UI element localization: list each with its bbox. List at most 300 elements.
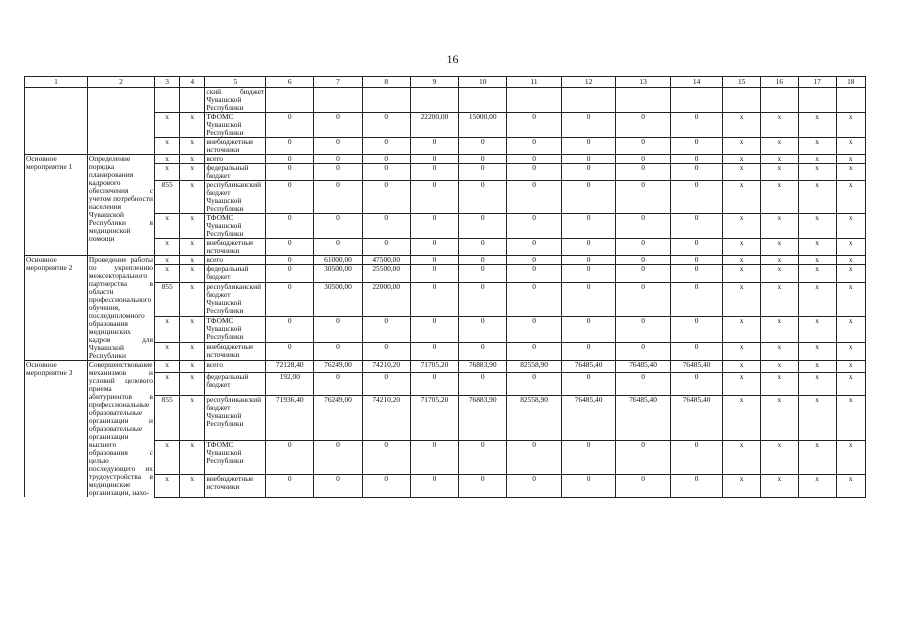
target-code: x bbox=[180, 373, 205, 396]
header-cell-11: 11 bbox=[507, 77, 562, 88]
value-cell-9: 0 bbox=[410, 474, 458, 497]
value-cell-6: 0 bbox=[266, 343, 314, 361]
value-cell-18: x bbox=[836, 396, 865, 441]
value-cell-9: 71705,20 bbox=[410, 396, 458, 441]
value-cell-11: 0 bbox=[507, 265, 562, 283]
value-cell-6: 0 bbox=[266, 164, 314, 181]
value-cell-16: x bbox=[761, 181, 799, 214]
value-cell-8: 74210,20 bbox=[362, 361, 410, 373]
value-cell-13: 0 bbox=[616, 138, 671, 155]
value-cell-10: 76883,90 bbox=[459, 361, 507, 373]
header-cell-16: 16 bbox=[761, 77, 799, 88]
value-cell-17: x bbox=[798, 256, 836, 265]
value-cell-7: 0 bbox=[314, 239, 362, 256]
grbs-code: x bbox=[155, 113, 180, 138]
value-cell-16: x bbox=[761, 214, 799, 239]
value-cell-9: 0 bbox=[410, 138, 458, 155]
value-cell-12: 0 bbox=[561, 113, 616, 138]
value-cell-10: 0 bbox=[459, 373, 507, 396]
grbs-code: x bbox=[155, 138, 180, 155]
value-cell-17: x bbox=[798, 155, 836, 164]
value-cell-7: 0 bbox=[314, 155, 362, 164]
value-cell-17: x bbox=[798, 138, 836, 155]
funding-source: республиканский бюджет Чувашской Республики bbox=[205, 283, 266, 317]
value-cell-8: 0 bbox=[362, 440, 410, 474]
value-cell-7: 0 bbox=[314, 373, 362, 396]
value-cell-15: x bbox=[723, 283, 761, 317]
value-cell-14: 76485,40 bbox=[670, 361, 722, 373]
value-cell-6: 0 bbox=[266, 317, 314, 343]
value-cell-8: 0 bbox=[362, 155, 410, 164]
value-cell-7: 0 bbox=[314, 138, 362, 155]
grbs-code: 855 bbox=[155, 396, 180, 441]
value-cell-11: 0 bbox=[507, 155, 562, 164]
value-cell-14: 0 bbox=[670, 113, 722, 138]
value-cell-10: 0 bbox=[459, 317, 507, 343]
value-cell-15: x bbox=[723, 317, 761, 343]
grbs-code: x bbox=[155, 164, 180, 181]
value-cell-16: x bbox=[761, 283, 799, 317]
value-cell-15: x bbox=[723, 256, 761, 265]
funding-source: внебюджетные источники bbox=[205, 343, 266, 361]
value-cell-15: x bbox=[723, 343, 761, 361]
target-code: x bbox=[180, 283, 205, 317]
value-cell-8: 25500,00 bbox=[362, 265, 410, 283]
header-cell-15: 15 bbox=[723, 77, 761, 88]
value-cell-18: x bbox=[836, 155, 865, 164]
value-cell-7 bbox=[314, 88, 362, 113]
funding-source: ский бюджет Чувашской Республики bbox=[206, 87, 265, 112]
value-cell-6: 0 bbox=[266, 214, 314, 239]
value-cell-12: 0 bbox=[561, 373, 616, 396]
funding-source: всего bbox=[205, 361, 266, 373]
header-cell-12: 12 bbox=[561, 77, 616, 88]
value-cell-6: 0 bbox=[266, 256, 314, 265]
value-cell-14: 0 bbox=[670, 440, 722, 474]
grbs-code: x bbox=[155, 256, 180, 265]
value-cell-15 bbox=[723, 88, 761, 113]
value-cell-16: x bbox=[761, 440, 799, 474]
header-cell-4: 4 bbox=[180, 77, 205, 88]
target-code: x bbox=[180, 265, 205, 283]
value-cell-11: 82558,90 bbox=[507, 361, 562, 373]
value-cell-16: x bbox=[761, 396, 799, 441]
header-cell-10: 10 bbox=[459, 77, 507, 88]
value-cell-8: 0 bbox=[362, 113, 410, 138]
value-cell-10: 0 bbox=[459, 181, 507, 214]
value-cell-11: 0 bbox=[507, 343, 562, 361]
header-cell-5: 5 bbox=[205, 77, 266, 88]
value-cell-14: 0 bbox=[670, 164, 722, 181]
activity-name: Основное мероприятие 1 bbox=[25, 155, 88, 256]
value-cell-10: 0 bbox=[459, 155, 507, 164]
activity-description: Совершенствование механизмов и условий целевого приема абитуриентов в профессиональные образовательные организации и образовательные организации высшего образования с целью последующего их трудоустройства в медицинские организации, нахо- bbox=[88, 360, 154, 497]
value-cell-15: x bbox=[723, 181, 761, 214]
grbs-code: x bbox=[155, 239, 180, 256]
value-cell-15: x bbox=[723, 440, 761, 474]
value-cell-11: 0 bbox=[507, 113, 562, 138]
value-cell-10: 0 bbox=[459, 214, 507, 239]
header-cell-9: 9 bbox=[410, 77, 458, 88]
target-code: x bbox=[180, 474, 205, 497]
value-cell-13: 0 bbox=[616, 239, 671, 256]
value-cell-13: 0 bbox=[616, 113, 671, 138]
value-cell-15: x bbox=[723, 265, 761, 283]
grbs-code: x bbox=[155, 440, 180, 474]
value-cell-17: x bbox=[798, 239, 836, 256]
funding-source: федеральный бюджет bbox=[205, 373, 266, 396]
value-cell-10: 0 bbox=[459, 343, 507, 361]
value-cell-13: 0 bbox=[616, 283, 671, 317]
grbs-code: x bbox=[155, 214, 180, 239]
funding-source: ТФОМС Чувашской Республики bbox=[205, 113, 266, 138]
target-code bbox=[180, 88, 205, 113]
value-cell-6: 0 bbox=[266, 474, 314, 497]
value-cell-17: x bbox=[798, 181, 836, 214]
grbs-code: x bbox=[155, 265, 180, 283]
value-cell-6: 0 bbox=[266, 283, 314, 317]
value-cell-11: 82558,90 bbox=[507, 396, 562, 441]
value-cell-12: 0 bbox=[561, 474, 616, 497]
value-cell-12: 76485,40 bbox=[561, 361, 616, 373]
value-cell-6: 0 bbox=[266, 239, 314, 256]
header-cell-1: 1 bbox=[25, 77, 88, 88]
value-cell-8: 0 bbox=[362, 239, 410, 256]
value-cell-15: x bbox=[723, 396, 761, 441]
value-cell-11: 0 bbox=[507, 138, 562, 155]
value-cell-14: 76485,40 bbox=[670, 396, 722, 441]
value-cell-14: 0 bbox=[670, 214, 722, 239]
funding-source: ТФОМС Чувашской Республики bbox=[205, 214, 266, 239]
funding-source: всего bbox=[205, 256, 266, 265]
value-cell-13: 0 bbox=[616, 440, 671, 474]
value-cell-7: 0 bbox=[314, 343, 362, 361]
value-cell-11: 0 bbox=[507, 440, 562, 474]
value-cell-10: 0 bbox=[459, 265, 507, 283]
value-cell-17: x bbox=[798, 440, 836, 474]
value-cell-8 bbox=[362, 88, 410, 113]
header-cell-2: 2 bbox=[87, 77, 154, 88]
value-cell-18: x bbox=[836, 164, 865, 181]
value-cell-14: 0 bbox=[670, 343, 722, 361]
value-cell-7: 0 bbox=[314, 164, 362, 181]
value-cell-9: 0 bbox=[410, 164, 458, 181]
funding-source: республиканский бюджет Чувашской Республики bbox=[205, 396, 266, 441]
value-cell-14: 0 bbox=[670, 181, 722, 214]
value-cell-10: 0 bbox=[459, 138, 507, 155]
value-cell-8: 0 bbox=[362, 373, 410, 396]
target-code: x bbox=[180, 343, 205, 361]
value-cell-13: 0 bbox=[616, 343, 671, 361]
grbs-code: x bbox=[155, 373, 180, 396]
value-cell-13: 0 bbox=[616, 214, 671, 239]
value-cell-9 bbox=[410, 88, 458, 113]
value-cell-13: 0 bbox=[616, 256, 671, 265]
value-cell-12: 0 bbox=[561, 155, 616, 164]
value-cell-11: 0 bbox=[507, 164, 562, 181]
header-row bbox=[25, 77, 866, 88]
value-cell-7: 0 bbox=[314, 181, 362, 214]
value-cell-13: 76485,40 bbox=[616, 396, 671, 441]
value-cell-10: 0 bbox=[459, 440, 507, 474]
value-cell-6: 0 bbox=[266, 138, 314, 155]
value-cell-9: 71705,20 bbox=[410, 361, 458, 373]
value-cell-14: 0 bbox=[670, 256, 722, 265]
value-cell-8: 0 bbox=[362, 181, 410, 214]
target-code: x bbox=[180, 239, 205, 256]
activity-name: Основное мероприятие 3 bbox=[25, 361, 88, 498]
value-cell-6: 192,00 bbox=[266, 373, 314, 396]
value-cell-12: 0 bbox=[561, 138, 616, 155]
value-cell-17: x bbox=[798, 474, 836, 497]
header-cell-8: 8 bbox=[362, 77, 410, 88]
value-cell-10: 0 bbox=[459, 474, 507, 497]
value-cell-15: x bbox=[723, 373, 761, 396]
target-code: x bbox=[180, 138, 205, 155]
value-cell-6: 0 bbox=[266, 113, 314, 138]
grbs-code: x bbox=[155, 155, 180, 164]
value-cell-17: x bbox=[798, 265, 836, 283]
value-cell-12: 0 bbox=[561, 164, 616, 181]
value-cell-8: 0 bbox=[362, 474, 410, 497]
value-cell-9: 0 bbox=[410, 155, 458, 164]
value-cell-16: x bbox=[761, 113, 799, 138]
value-cell-7: 30500,00 bbox=[314, 283, 362, 317]
value-cell-14: 0 bbox=[670, 373, 722, 396]
value-cell-16: x bbox=[761, 256, 799, 265]
value-cell-17 bbox=[798, 88, 836, 113]
value-cell-18: x bbox=[836, 138, 865, 155]
value-cell-18: x bbox=[836, 113, 865, 138]
value-cell-17: x bbox=[798, 317, 836, 343]
value-cell-12: 0 bbox=[561, 440, 616, 474]
value-cell-6 bbox=[266, 88, 314, 113]
activity-name bbox=[25, 88, 88, 155]
value-cell-6: 0 bbox=[266, 181, 314, 214]
value-cell-18: x bbox=[836, 181, 865, 214]
value-cell-18 bbox=[836, 88, 865, 113]
value-cell-15: x bbox=[723, 113, 761, 138]
target-code: x bbox=[180, 317, 205, 343]
value-cell-15: x bbox=[723, 474, 761, 497]
value-cell-9: 0 bbox=[410, 317, 458, 343]
funding-source: федеральный бюджет bbox=[205, 265, 266, 283]
value-cell-17: x bbox=[798, 283, 836, 317]
value-cell-17: x bbox=[798, 343, 836, 361]
target-code: x bbox=[180, 164, 205, 181]
value-cell-7: 61000,00 bbox=[314, 256, 362, 265]
value-cell-10: 15000,00 bbox=[459, 113, 507, 138]
value-cell-6: 72128,40 bbox=[266, 361, 314, 373]
value-cell-18: x bbox=[836, 361, 865, 373]
value-cell-8: 74210,20 bbox=[362, 396, 410, 441]
value-cell-12: 0 bbox=[561, 256, 616, 265]
target-code: x bbox=[180, 113, 205, 138]
value-cell-17: x bbox=[798, 361, 836, 373]
table-row bbox=[25, 361, 866, 373]
value-cell-14: 0 bbox=[670, 474, 722, 497]
value-cell-10 bbox=[459, 88, 507, 113]
value-cell-13: 0 bbox=[616, 317, 671, 343]
value-cell-7: 76249,00 bbox=[314, 361, 362, 373]
page-number: 16 bbox=[446, 52, 459, 66]
value-cell-18: x bbox=[836, 343, 865, 361]
value-cell-13: 0 bbox=[616, 474, 671, 497]
header-cell-6: 6 bbox=[266, 77, 314, 88]
activity-description bbox=[87, 88, 154, 155]
value-cell-6: 0 bbox=[266, 440, 314, 474]
activity-description: Проведение работы по укреплению межсекторального партнерства в области профессионального обучения, последипломного образования медицинских кадров для Чувашской Республики bbox=[88, 255, 154, 360]
value-cell-17: x bbox=[798, 113, 836, 138]
value-cell-16 bbox=[761, 88, 799, 113]
value-cell-15: x bbox=[723, 239, 761, 256]
value-cell-11 bbox=[507, 88, 562, 113]
value-cell-17: x bbox=[798, 373, 836, 396]
value-cell-18: x bbox=[836, 373, 865, 396]
value-cell-14: 0 bbox=[670, 138, 722, 155]
funding-source: внебюджетные источники bbox=[205, 239, 266, 256]
budget-table bbox=[24, 76, 866, 498]
value-cell-16: x bbox=[761, 164, 799, 181]
value-cell-7: 76249,00 bbox=[314, 396, 362, 441]
value-cell-9: 22200,00 bbox=[410, 113, 458, 138]
value-cell-7: 0 bbox=[314, 474, 362, 497]
grbs-code: 855 bbox=[155, 283, 180, 317]
value-cell-14: 0 bbox=[670, 265, 722, 283]
value-cell-7: 0 bbox=[314, 440, 362, 474]
value-cell-9: 0 bbox=[410, 239, 458, 256]
target-code: x bbox=[180, 396, 205, 441]
value-cell-16: x bbox=[761, 373, 799, 396]
funding-source: ТФОМС Чувашской Республики bbox=[205, 317, 266, 343]
grbs-code: x bbox=[155, 361, 180, 373]
value-cell-8: 0 bbox=[362, 214, 410, 239]
value-cell-7: 0 bbox=[314, 113, 362, 138]
value-cell-9: 0 bbox=[410, 214, 458, 239]
header-cell-14: 14 bbox=[670, 77, 722, 88]
value-cell-14: 0 bbox=[670, 239, 722, 256]
value-cell-18: x bbox=[836, 265, 865, 283]
value-cell-12: 0 bbox=[561, 239, 616, 256]
header-cell-17: 17 bbox=[798, 77, 836, 88]
value-cell-12: 0 bbox=[561, 265, 616, 283]
value-cell-9: 0 bbox=[410, 181, 458, 214]
grbs-code bbox=[155, 88, 180, 113]
value-cell-13: 0 bbox=[616, 155, 671, 164]
value-cell-8: 0 bbox=[362, 343, 410, 361]
target-code: x bbox=[180, 440, 205, 474]
value-cell-9: 0 bbox=[410, 343, 458, 361]
value-cell-14: 0 bbox=[670, 317, 722, 343]
header-cell-3: 3 bbox=[155, 77, 180, 88]
value-cell-16: x bbox=[761, 155, 799, 164]
funding-source: внебюджетные источники bbox=[205, 474, 266, 497]
value-cell-10: 0 bbox=[459, 256, 507, 265]
value-cell-8: 22000,00 bbox=[362, 283, 410, 317]
value-cell-18: x bbox=[836, 214, 865, 239]
value-cell-11: 0 bbox=[507, 474, 562, 497]
value-cell-18: x bbox=[836, 317, 865, 343]
value-cell-18: x bbox=[836, 239, 865, 256]
table-row bbox=[25, 256, 866, 265]
table-row bbox=[25, 155, 866, 164]
value-cell-16: x bbox=[761, 361, 799, 373]
value-cell-16: x bbox=[761, 474, 799, 497]
value-cell-9: 0 bbox=[410, 373, 458, 396]
funding-source: республиканский бюджет Чувашской Республики bbox=[205, 181, 266, 214]
value-cell-14: 0 bbox=[670, 283, 722, 317]
value-cell-8: 47500,00 bbox=[362, 256, 410, 265]
value-cell-13: 0 bbox=[616, 373, 671, 396]
target-code: x bbox=[180, 181, 205, 214]
value-cell-11: 0 bbox=[507, 373, 562, 396]
target-code: x bbox=[180, 214, 205, 239]
grbs-code: x bbox=[155, 317, 180, 343]
value-cell-14: 0 bbox=[670, 155, 722, 164]
value-cell-16: x bbox=[761, 343, 799, 361]
value-cell-12: 76485,40 bbox=[561, 396, 616, 441]
value-cell-12: 0 bbox=[561, 317, 616, 343]
value-cell-13: 76485,40 bbox=[616, 361, 671, 373]
value-cell-13 bbox=[616, 88, 671, 113]
value-cell-17: x bbox=[798, 396, 836, 441]
value-cell-11: 0 bbox=[507, 283, 562, 317]
funding-source: всего bbox=[205, 155, 266, 164]
value-cell-17: x bbox=[798, 214, 836, 239]
grbs-code: 855 bbox=[155, 181, 180, 214]
value-cell-6: 0 bbox=[266, 155, 314, 164]
header-cell-7: 7 bbox=[314, 77, 362, 88]
funding-source: федеральный бюджет bbox=[205, 164, 266, 181]
grbs-code: x bbox=[155, 474, 180, 497]
value-cell-16: x bbox=[761, 265, 799, 283]
value-cell-15: x bbox=[723, 164, 761, 181]
value-cell-17: x bbox=[798, 164, 836, 181]
header-cell-18: 18 bbox=[836, 77, 865, 88]
value-cell-11: 0 bbox=[507, 256, 562, 265]
activity-name: Основное мероприятие 2 bbox=[25, 256, 88, 361]
value-cell-12: 0 bbox=[561, 283, 616, 317]
value-cell-18: x bbox=[836, 440, 865, 474]
value-cell-11: 0 bbox=[507, 239, 562, 256]
value-cell-10: 0 bbox=[459, 239, 507, 256]
value-cell-8: 0 bbox=[362, 138, 410, 155]
value-cell-13: 0 bbox=[616, 164, 671, 181]
value-cell-13: 0 bbox=[616, 181, 671, 214]
value-cell-12: 0 bbox=[561, 214, 616, 239]
value-cell-16: x bbox=[761, 138, 799, 155]
value-cell-11: 0 bbox=[507, 181, 562, 214]
value-cell-18: x bbox=[836, 283, 865, 317]
value-cell-7: 0 bbox=[314, 214, 362, 239]
value-cell-16: x bbox=[761, 239, 799, 256]
value-cell-12 bbox=[561, 88, 616, 113]
grbs-code: x bbox=[155, 343, 180, 361]
header-cell-13: 13 bbox=[616, 77, 671, 88]
value-cell-14 bbox=[670, 88, 722, 113]
value-cell-15: x bbox=[723, 138, 761, 155]
value-cell-8: 0 bbox=[362, 164, 410, 181]
value-cell-18: x bbox=[836, 256, 865, 265]
target-code: x bbox=[180, 256, 205, 265]
activity-description: Определение порядка планирования кадрового обеспечения с учетом потребности населения Чувашской Республики в медицинской помощи bbox=[87, 155, 154, 256]
value-cell-16: x bbox=[761, 317, 799, 343]
value-cell-7: 0 bbox=[314, 317, 362, 343]
value-cell-15: x bbox=[723, 214, 761, 239]
value-cell-9: 0 bbox=[410, 256, 458, 265]
funding-source: ТФОМС Чувашской Республики bbox=[205, 440, 266, 474]
value-cell-12: 0 bbox=[561, 343, 616, 361]
